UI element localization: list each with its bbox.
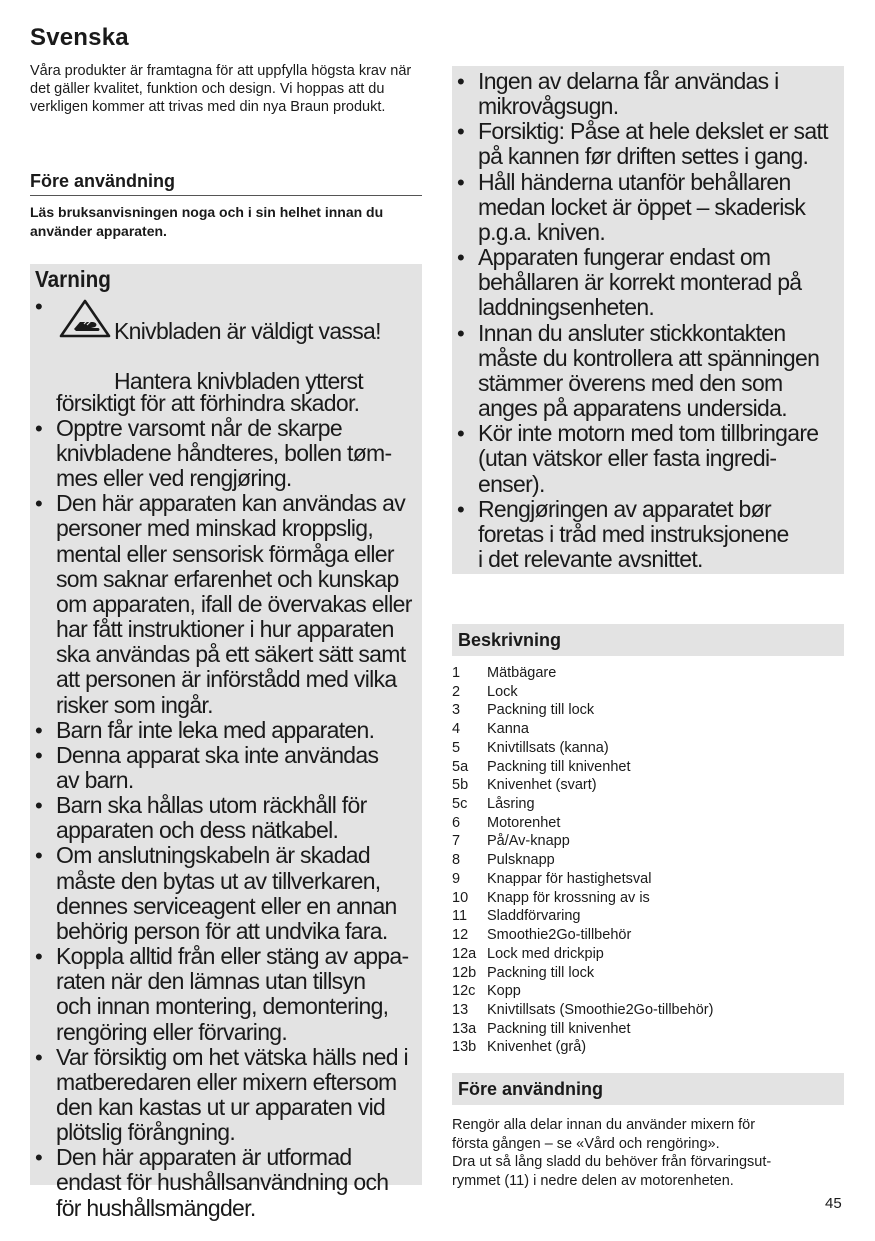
warning-item: • Apparaten fungerar endast om behållaren är korrekt monterad på laddningsenheten. — [452, 245, 844, 320]
part-label: Packning till knivenhet — [487, 758, 631, 775]
warning-item: • Denna apparat ska inte användas av barn. — [30, 743, 422, 793]
part-number: 6 — [452, 814, 461, 831]
part-row — [452, 683, 844, 702]
part-row — [452, 1001, 844, 1020]
part-label: Packning till knivenhet — [487, 1020, 631, 1037]
part-row — [452, 701, 844, 720]
parts-list — [452, 664, 844, 1057]
warning-title: Varning — [35, 266, 111, 292]
part-label: Låsring — [487, 796, 535, 813]
warning-item: • Rengjøringen av apparatet bør foretas i tråd med instruksjonene i det relevante avsnittet. — [452, 497, 844, 572]
part-number: 11 — [452, 908, 468, 925]
part-number: 12c — [452, 983, 476, 1000]
part-number: 3 — [452, 702, 461, 719]
part-label: Kanna — [487, 721, 529, 738]
warning-item: • Opptre varsomt når de skarpe knivbladene håndteres, bollen tøm- mes eller ved rengjøring. — [30, 416, 422, 491]
part-row — [452, 758, 844, 777]
part-label: Knivenhet (svart) — [487, 777, 597, 794]
warning-item: • Kör inte motorn med tom tillbringare (utan vätskor eller fasta ingredi- enser). — [452, 421, 844, 496]
part-label: Motorenhet — [487, 814, 561, 831]
part-number: 5c — [452, 796, 468, 813]
part-number: 13a — [452, 1020, 477, 1037]
usage-text: Rengör alla delar innan du använder mixern för första gången – se «Vård och rengöring». Dra ut så lång sladd du behöver från förvaringsut- rymmet (11) i nedre delen av motorenheten. — [452, 1117, 772, 1189]
part-number: 2 — [452, 683, 461, 700]
usage-heading: Före användning — [452, 1073, 844, 1105]
part-row — [452, 776, 844, 795]
part-number: 12b — [452, 964, 477, 981]
part-number: 5 — [452, 739, 461, 756]
part-label: Lock — [487, 683, 518, 700]
part-row — [452, 832, 844, 851]
part-row — [452, 739, 844, 758]
warning-item: • Koppla alltid från eller stäng av appa- raten när den lämnas utan tillsyn och innan montering, demontering, rengöring eller förvaring. — [30, 944, 422, 1045]
part-label: Knivenhet (grå) — [487, 1039, 587, 1056]
warning-item: • Om anslutningskabeln är skadad måste den bytas ut av tillverkaren, dennes serviceagent eller en annan behörig person för att undvika fara. — [30, 843, 422, 944]
warning-item: • Den här apparaten kan användas av personer med minskad kroppslig, mental eller sensorisk förmåga eller som saknar erfarenhet och kunskap om apparaten, ifall de övervakas eller har fått instruktioner i hur apparaten ska användas på ett säkert sätt samt att personen är införstådd med vilka risker som ingår. — [30, 491, 422, 717]
part-number: 13b — [452, 1039, 477, 1056]
warning-box — [30, 264, 422, 1221]
part-label: Lock med drickpip — [487, 945, 604, 962]
part-label: Pulsknapp — [487, 852, 555, 869]
part-number: 5b — [452, 777, 469, 794]
part-label: Packning till lock — [487, 702, 595, 719]
part-label: Packning till lock — [487, 964, 595, 981]
part-number: 1 — [452, 665, 461, 681]
part-label: Mätbägare — [487, 665, 557, 681]
warning-item: • Den här apparaten är utformad endast för hushållsanvändning och för hushållsmängder. — [30, 1145, 422, 1220]
part-label: Knivtillsats (kanna) — [487, 739, 609, 756]
part-row — [452, 1020, 844, 1039]
part-row — [452, 907, 844, 926]
description-heading: Beskrivning — [452, 624, 844, 656]
blade-hazard-icon — [58, 298, 112, 340]
part-label: Smoothie2Go-tillbehör — [487, 927, 632, 944]
part-number: 10 — [452, 889, 469, 906]
warning-item: • Barn ska hållas utom räckhåll för apparaten och dess nätkabel. — [30, 793, 422, 843]
warning-item: • Barn får inte leka med apparaten. — [30, 718, 422, 743]
intro-paragraph: Våra produkter är framtagna för att uppfylla högsta krav när det gäller kvalitet, funktion och design. Vi hoppas att du verkligen kommer att trivas med din nya Braun produkt. — [30, 63, 412, 115]
part-number: 5a — [452, 758, 469, 775]
warning-icon-line1: Knivbladen är väldigt vassa! — [114, 318, 381, 345]
part-row — [452, 982, 844, 1001]
warning-item: • Ingen av delarna får användas i mikrovågsugn. — [452, 69, 844, 119]
part-row — [452, 889, 844, 908]
before-use-heading: Före användning — [30, 171, 422, 196]
part-row — [452, 814, 844, 833]
part-row — [452, 870, 844, 889]
part-row — [452, 720, 844, 739]
part-label: På/Av-knapp — [487, 833, 570, 850]
warning-box-continued — [452, 66, 844, 574]
warning-icon-line2: Hantera knivbladen ytterst — [114, 368, 363, 395]
warning-list-right — [452, 69, 844, 572]
warning-item: • Var försiktig om het vätska hälls ned i matberedaren eller mixern eftersom den kan kastas ut ur apparaten vid plötslig förångning. — [30, 1045, 422, 1146]
part-number: 8 — [452, 852, 461, 869]
part-label: Sladdförvaring — [487, 908, 581, 925]
page-number: 45 — [825, 1195, 842, 1212]
part-label: Knappar för hastighetsval — [487, 870, 652, 887]
part-row — [452, 945, 844, 964]
part-number: 12 — [452, 927, 469, 944]
part-row — [452, 664, 844, 683]
part-number: 12a — [452, 945, 477, 962]
part-label: Knivtillsats (Smoothie2Go-tillbehör) — [487, 1001, 714, 1018]
part-number: 4 — [452, 721, 461, 738]
part-row — [452, 795, 844, 814]
warning-item: • Forsiktig: Påse at hele dekslet er satt på kannen før driften settes i gang. — [452, 119, 844, 169]
warning-item — [30, 294, 422, 416]
part-row — [452, 964, 844, 983]
part-label: Kopp — [487, 983, 521, 1000]
warning-item: • Innan du ansluter stickkontakten måste du kontrollera att spänningen stämmer överens med den som anges på apparatens undersida. — [452, 321, 844, 422]
part-number: 13 — [452, 1001, 469, 1018]
warning-list-left — [30, 294, 422, 1221]
part-label: Knapp för krossning av is — [487, 889, 650, 906]
before-use-note: Läs bruksanvisningen noga och i sin helhet innan du använder apparaten. — [30, 204, 384, 239]
part-number: 9 — [452, 870, 461, 887]
warning-icon-rest: försiktigt för att förhindra skador. — [56, 389, 360, 416]
part-number: 7 — [452, 833, 461, 850]
page-title: Svenska — [30, 24, 129, 51]
warning-item: • Håll händerna utanför behållaren medan locket är öppet – skaderisk p.g.a. kniven. — [452, 170, 844, 245]
part-row — [452, 926, 844, 945]
part-row — [452, 1038, 844, 1057]
part-row — [452, 851, 844, 870]
